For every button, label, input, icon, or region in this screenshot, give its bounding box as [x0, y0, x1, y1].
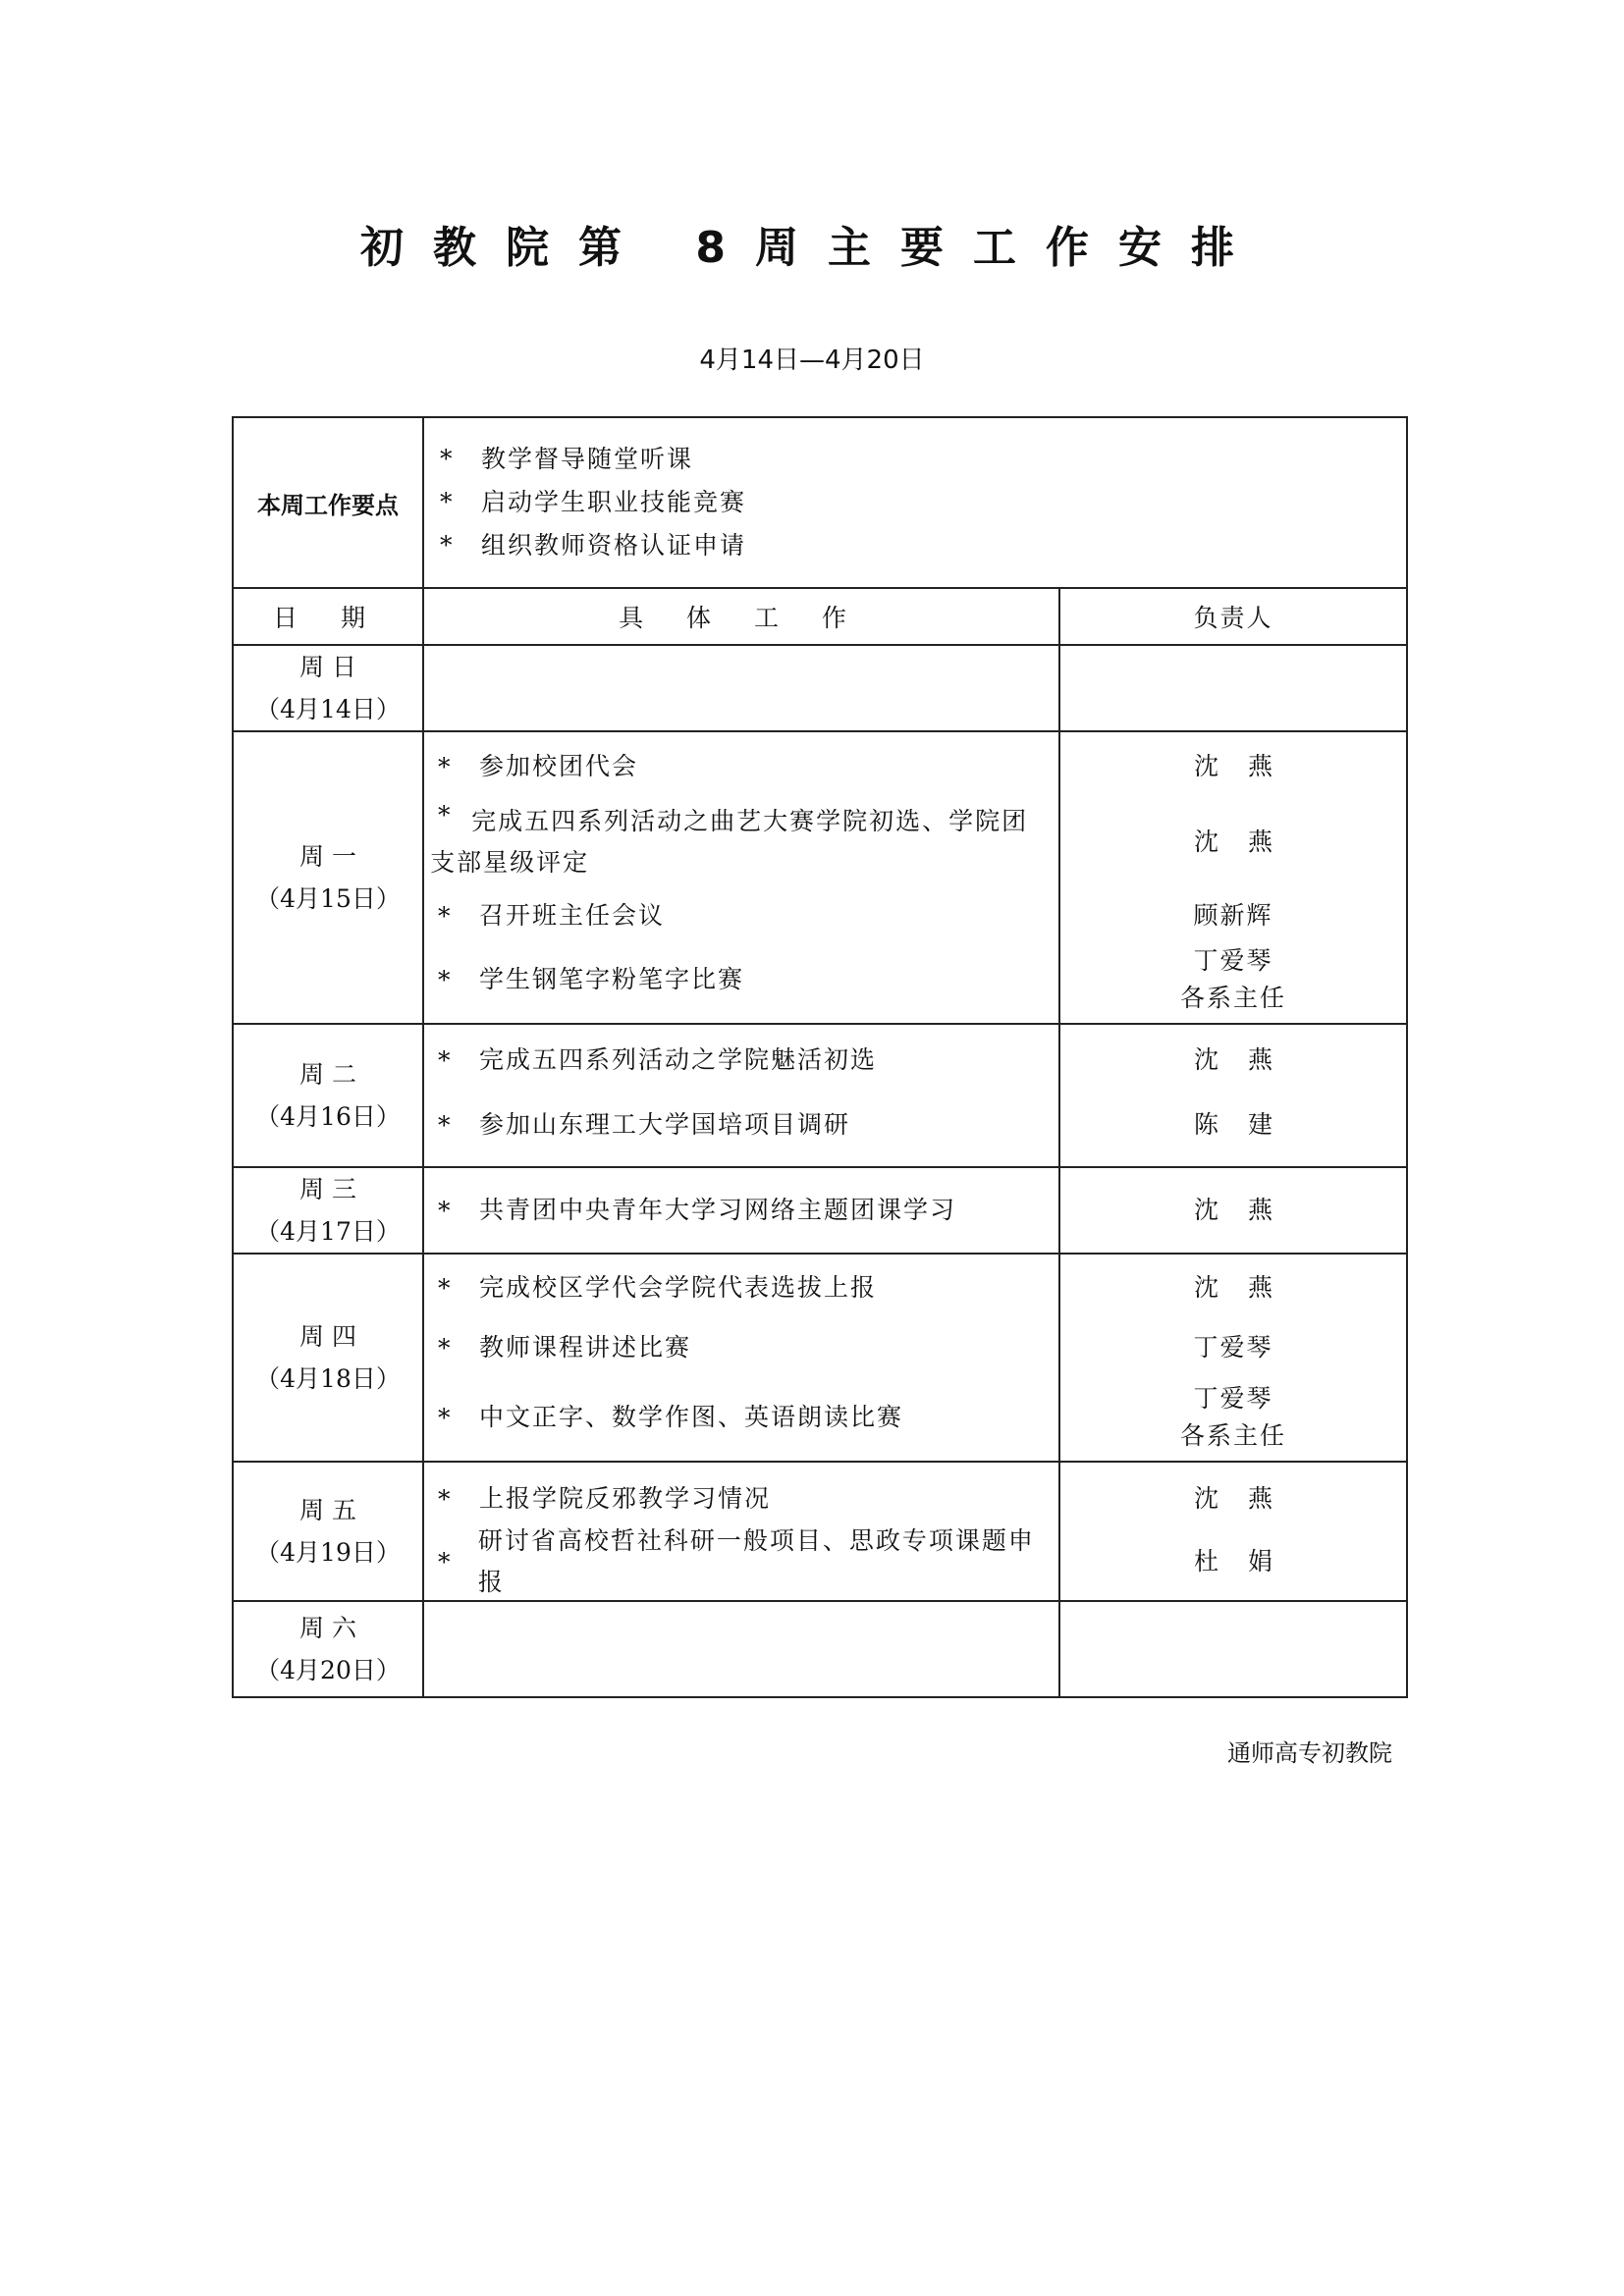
key-points-label: 本周工作要点	[233, 417, 423, 588]
owner-cell	[1059, 1601, 1407, 1697]
footer-signature: 通师高专初教院	[1227, 1739, 1392, 1767]
task-item: * 完成校区学代会学院代表选拔上报	[438, 1273, 878, 1303]
key-point-item: * 组织教师资格认证申请	[440, 531, 747, 560]
task-item: * 上报学院反邪教学习情况	[438, 1484, 772, 1514]
work-cell	[423, 645, 1059, 731]
task-item: * 召开班主任会议	[438, 901, 666, 931]
header-owner: 负责人	[1059, 588, 1407, 645]
owner-cell	[1059, 1024, 1407, 1167]
day-cell: 周 六 （4月20日）	[233, 1601, 423, 1697]
header-work: 具 体 工 作	[423, 588, 1059, 645]
owner-name: 陈建	[1194, 1110, 1303, 1139]
task-item: * 完成五四系列活动之曲艺大赛学院初选、学院团支部星级评定	[430, 801, 1029, 877]
work-cell	[423, 1601, 1059, 1697]
owner-cell	[1059, 1167, 1407, 1254]
day-row-tue	[233, 1024, 1407, 1167]
day-row-sat	[233, 1601, 1407, 1697]
task-item: * 研讨省高校哲社科研一般项目、思政专项课题申报	[438, 1526, 1035, 1596]
task-item: * 学生钢笔字粉笔字比赛	[438, 965, 745, 994]
day-cell: 周 日 （4月14日）	[233, 645, 423, 731]
day-cell: 周 五 （4月19日）	[233, 1462, 423, 1601]
day-row-thu	[233, 1254, 1407, 1462]
key-points-list	[423, 417, 1407, 588]
owner-name: 杜娟	[1194, 1547, 1303, 1575]
task-item: * 参加校团代会	[438, 752, 639, 781]
owner-cell	[1059, 1254, 1407, 1462]
owner-cell	[1059, 731, 1407, 1024]
owner-cell	[1059, 1462, 1407, 1601]
header-day: 日 期	[233, 588, 423, 645]
day-row-sun	[233, 645, 1407, 731]
work-cell	[423, 1462, 1059, 1601]
owner-name: 沈燕	[1194, 1484, 1303, 1513]
owner-name: 沈燕	[1194, 1196, 1303, 1224]
work-cell	[423, 1024, 1059, 1167]
key-points-row	[233, 417, 1407, 588]
day-row-mon	[233, 731, 1407, 1024]
work-cell	[423, 1254, 1059, 1462]
work-cell	[423, 1167, 1059, 1254]
task-item: * 中文正字、数学作图、英语朗读比赛	[438, 1403, 904, 1432]
owner-cell	[1059, 645, 1407, 731]
task-item: * 参加山东理工大学国培项目调研	[438, 1110, 851, 1140]
day-row-fri	[233, 1462, 1407, 1601]
owner-name: 丁爱琴 各系主任	[1180, 946, 1287, 1012]
owner-name: 丁爱琴 各系主任	[1180, 1384, 1287, 1450]
task-item: * 共青团中央青年大学习网络主题团课学习	[438, 1196, 957, 1225]
day-cell: 周 一 （4月15日）	[233, 731, 423, 1024]
owner-name: 沈燕	[1194, 828, 1303, 856]
owner-name: 丁爱琴	[1193, 1333, 1273, 1362]
owner-name: 沈燕	[1194, 752, 1303, 780]
owner-name: 沈燕	[1194, 1273, 1303, 1302]
date-range: 4月14日—4月20日	[699, 346, 925, 375]
key-point-item: * 启动学生职业技能竞赛	[440, 488, 747, 516]
day-row-wed	[233, 1167, 1407, 1254]
day-cell: 周 二 （4月16日）	[233, 1024, 423, 1167]
task-item: * 教师课程讲述比赛	[438, 1333, 692, 1362]
owner-name: 顾新辉	[1193, 901, 1273, 930]
key-point-item: * 教学督导随堂听课	[440, 445, 694, 473]
header-row	[233, 588, 1407, 645]
day-cell: 周 四 （4月18日）	[233, 1254, 423, 1462]
schedule-table	[232, 416, 1408, 1698]
task-item: * 完成五四系列活动之学院魅活初选	[438, 1045, 878, 1075]
work-cell	[423, 731, 1059, 1024]
page-title: 初教院第 8周主要工作安排	[360, 223, 1264, 273]
day-cell: 周 三 （4月17日）	[233, 1167, 423, 1254]
owner-name: 沈燕	[1194, 1045, 1303, 1074]
